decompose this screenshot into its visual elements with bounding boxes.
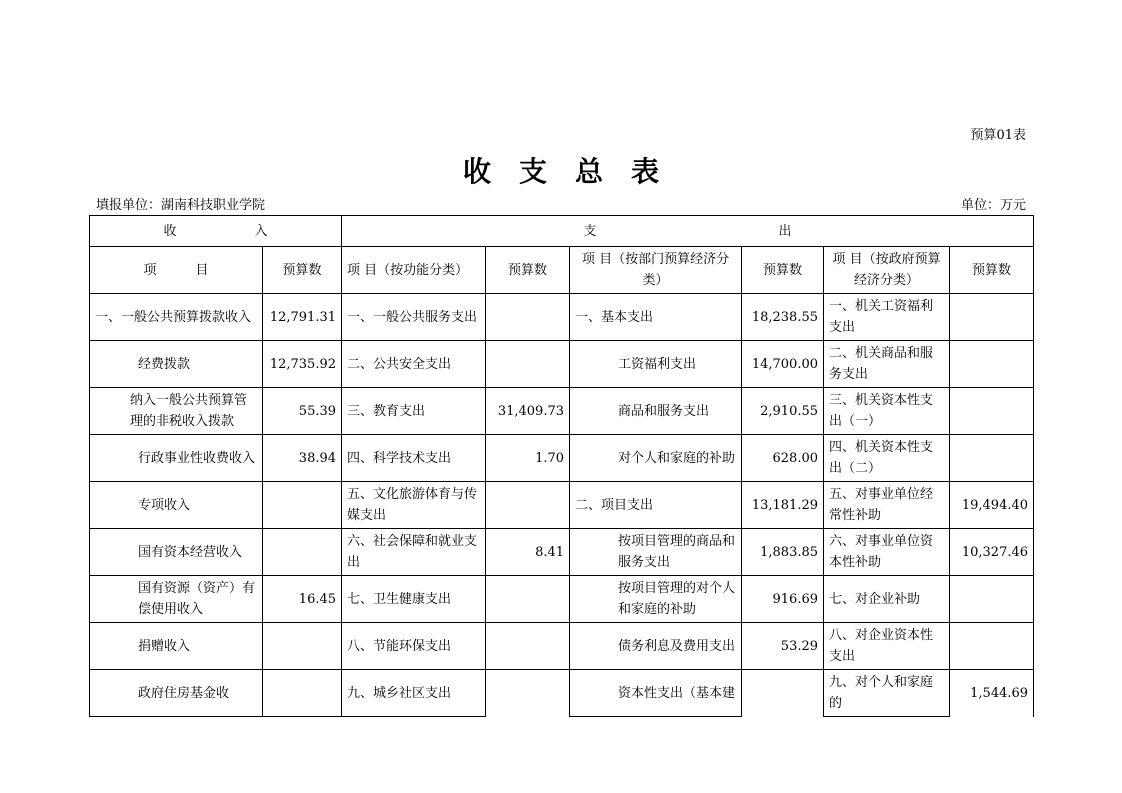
func-item: 九、城乡社区支出: [342, 670, 486, 717]
page-title: 收支总表: [462, 155, 687, 188]
reporting-unit: 填报单位：湖南科技职业学院: [96, 198, 266, 213]
income-item: 行政事业性收费收入: [90, 435, 263, 482]
gov-amount: [950, 341, 1034, 388]
gov-item: 三、机关资本性支出（一）: [824, 388, 950, 435]
gov-amount: 1,544.69: [950, 670, 1034, 717]
table-row: [90, 576, 1034, 623]
income-item: 捐赠收入: [90, 623, 263, 670]
dept-item: 按项目管理的对个人和家庭的补助: [570, 576, 742, 623]
expense-section-header: 支 出: [342, 216, 1034, 247]
func-amount: [486, 623, 570, 670]
gov-item: 六、对事业单位资本性补助: [824, 529, 950, 576]
gov-amount: [950, 576, 1034, 623]
dept-item: 债务利息及费用支出: [570, 623, 742, 670]
dept-item: 工资福利支出: [570, 341, 742, 388]
dept-amount: 53.29: [742, 623, 824, 670]
income-amount: 12,791.31: [263, 294, 342, 341]
income-amount: 12,735.92: [263, 341, 342, 388]
func-item: 三、教育支出: [342, 388, 486, 435]
func-amount: [486, 482, 570, 529]
gov-item: 二、机关商品和服务支出: [824, 341, 950, 388]
gov-amount: 10,327.46: [950, 529, 1034, 576]
income-item: 纳入一般公共预算管理的非税收入拨款: [90, 388, 263, 435]
table-row: [90, 670, 1034, 717]
gov-item: 四、机关资本性支出（二）: [824, 435, 950, 482]
income-item: 国有资本经营收入: [90, 529, 263, 576]
income-amount: [263, 623, 342, 670]
func-item: 一、一般公共服务支出: [342, 294, 486, 341]
income-item: 经费拨款: [90, 341, 263, 388]
dept-amount: [742, 670, 824, 717]
income-amount: 38.94: [263, 435, 342, 482]
table-row: [90, 341, 1034, 388]
income-amount: 16.45: [263, 576, 342, 623]
table-row: [90, 294, 1034, 341]
gov-amount: [950, 294, 1034, 341]
gov-amount: [950, 388, 1034, 435]
col-header-amount: 预算数: [950, 247, 1034, 294]
func-amount: 8.41: [486, 529, 570, 576]
dept-item: 对个人和家庭的补助: [570, 435, 742, 482]
gov-item: 五、对事业单位经常性补助: [824, 482, 950, 529]
table-row: [90, 388, 1034, 435]
income-amount: [263, 529, 342, 576]
dept-item: 二、项目支出: [570, 482, 742, 529]
func-amount: [486, 294, 570, 341]
col-header-func-item: 项 目（按功能分类）: [342, 247, 486, 294]
func-item: 八、节能环保支出: [342, 623, 486, 670]
func-amount: [486, 576, 570, 623]
gov-item: 一、机关工资福利支出: [824, 294, 950, 341]
dept-amount: 13,181.29: [742, 482, 824, 529]
gov-item: 七、对企业补助: [824, 576, 950, 623]
func-amount: [486, 341, 570, 388]
gov-amount: [950, 435, 1034, 482]
func-amount: 31,409.73: [486, 388, 570, 435]
col-header-gov-item: 项 目（按政府预算经济分类）: [824, 247, 950, 294]
dept-amount: 916.69: [742, 576, 824, 623]
func-amount: [486, 670, 570, 717]
func-item: 二、公共安全支出: [342, 341, 486, 388]
dept-item: 商品和服务支出: [570, 388, 742, 435]
gov-item: 八、对企业资本性支出: [824, 623, 950, 670]
dept-amount: 1,883.85: [742, 529, 824, 576]
dept-item: 按项目管理的商品和服务支出: [570, 529, 742, 576]
col-header-dept-item: 项 目（按部门预算经济分类）: [570, 247, 742, 294]
table-row: [90, 529, 1034, 576]
column-header-row: [90, 247, 1034, 294]
dept-amount: 18,238.55: [742, 294, 824, 341]
col-header-income-item: 项 目: [90, 247, 263, 294]
gov-amount: [950, 623, 1034, 670]
gov-item: 九、对个人和家庭的: [824, 670, 950, 717]
dept-item: 一、基本支出: [570, 294, 742, 341]
func-item: 六、社会保障和就业支出: [342, 529, 486, 576]
col-header-amount: 预算数: [486, 247, 570, 294]
dept-amount: 628.00: [742, 435, 824, 482]
budget-summary-table: [89, 215, 1034, 717]
income-section-header: 收 入: [90, 216, 342, 247]
income-item: 政府住房基金收: [90, 670, 263, 717]
income-amount: [263, 670, 342, 717]
section-header-row: [90, 216, 1034, 247]
income-item: 专项收入: [90, 482, 263, 529]
table-code: 预算01表: [970, 128, 1026, 143]
table-row: [90, 482, 1034, 529]
col-header-amount: 预算数: [742, 247, 824, 294]
income-amount: [263, 482, 342, 529]
income-item: 一、一般公共预算拨款收入: [90, 294, 263, 341]
income-amount: 55.39: [263, 388, 342, 435]
currency-unit: 单位：万元: [960, 198, 1026, 213]
gov-amount: 19,494.40: [950, 482, 1034, 529]
income-item: 国有资源（资产）有偿使用收入: [90, 576, 263, 623]
func-amount: 1.70: [486, 435, 570, 482]
dept-item: 资本性支出（基本建: [570, 670, 742, 717]
table-row: [90, 435, 1034, 482]
func-item: 七、卫生健康支出: [342, 576, 486, 623]
func-item: 四、科学技术支出: [342, 435, 486, 482]
dept-amount: 14,700.00: [742, 341, 824, 388]
func-item: 五、文化旅游体育与传媒支出: [342, 482, 486, 529]
table-row: [90, 623, 1034, 670]
dept-amount: 2,910.55: [742, 388, 824, 435]
col-header-amount: 预算数: [263, 247, 342, 294]
